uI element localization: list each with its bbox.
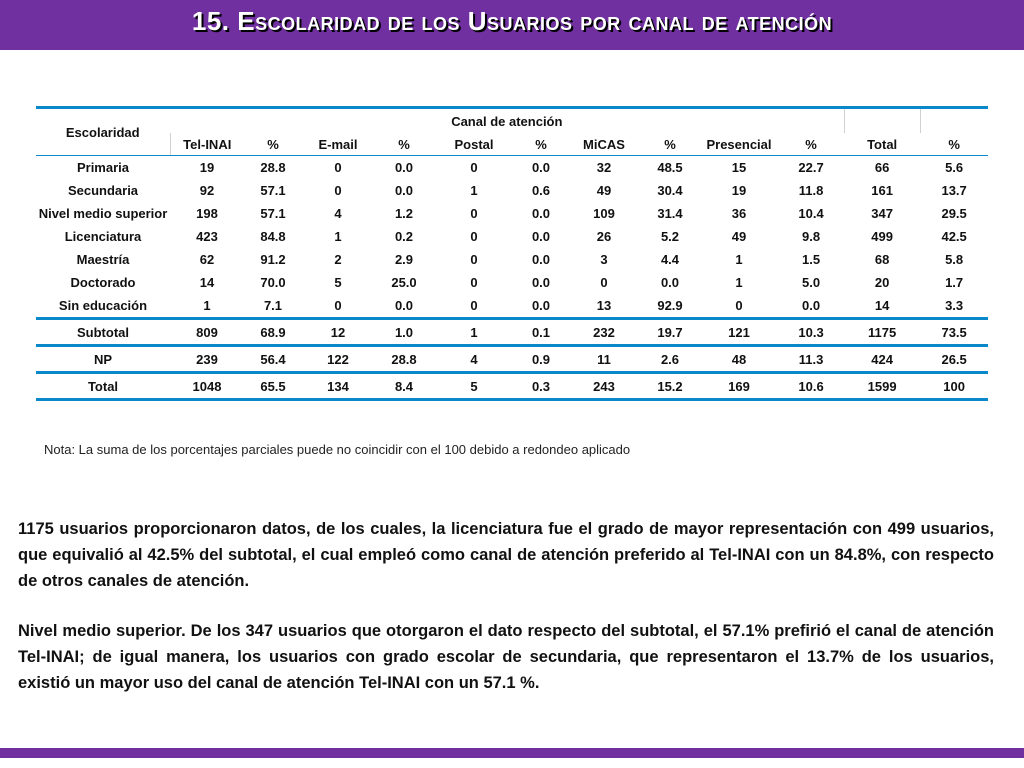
table-row xyxy=(36,248,988,271)
summary-row xyxy=(36,346,988,373)
table-cell: 2 xyxy=(334,252,342,267)
table-cell: 1048 xyxy=(170,373,244,400)
table-cell: 68.9 xyxy=(244,319,302,346)
table-cell: 92 xyxy=(199,183,215,198)
table-cell: 49 xyxy=(596,183,612,198)
table-cell: 25.0 xyxy=(391,275,417,290)
table-cell: 0.0 xyxy=(531,229,551,244)
table-cell: 0 xyxy=(302,294,374,319)
table-cell: 19 xyxy=(199,160,215,175)
summary-label: Subtotal xyxy=(36,319,170,346)
table-cell: 232 xyxy=(568,319,640,346)
summary-row xyxy=(36,319,988,346)
table-cell: 7.1 xyxy=(244,294,302,319)
column-header: Total xyxy=(844,133,920,156)
table-cell: 0.0 xyxy=(778,294,844,319)
table-cell: 4 xyxy=(434,346,514,373)
row-label: Nivel medio superior xyxy=(38,206,168,221)
table-cell: 5.2 xyxy=(660,229,680,244)
summary-label: Total xyxy=(36,373,170,400)
table-cell: 20 xyxy=(874,275,890,290)
table-row xyxy=(36,271,988,294)
table-cell: 30.4 xyxy=(657,183,683,198)
table-cell: 10.6 xyxy=(778,373,844,400)
row-label: Licenciatura xyxy=(64,229,142,244)
table-cell: 169 xyxy=(700,373,778,400)
table-cell: 3 xyxy=(600,252,608,267)
summary-label: NP xyxy=(36,346,170,373)
table-cell: 10.3 xyxy=(778,319,844,346)
table-body xyxy=(36,108,988,400)
table-cell: 11 xyxy=(568,346,640,373)
table-cell: 109 xyxy=(593,206,615,221)
column-header: % xyxy=(640,133,700,156)
table-cell: 49 xyxy=(731,229,747,244)
paragraph-1: 1175 usuarios proporcionaron datos, de los cuales, la licenciatura fue el grado de mayor representación con 499 usuarios, que equivalió al 42.5% del subtotal, el cual empleó como canal de atención preferido al Tel-INAI con un 84.8%, con respecto de otros canales de atención. xyxy=(18,520,994,590)
column-header: % xyxy=(374,133,434,156)
table-cell: 239 xyxy=(170,346,244,373)
table-cell: 10.4 xyxy=(798,206,824,221)
table-cell: 13.7 xyxy=(941,183,967,198)
table-cell: 1.2 xyxy=(394,206,414,221)
table-cell: 28.8 xyxy=(260,160,286,175)
table-cell: 42.5 xyxy=(941,229,967,244)
table-cell: 19 xyxy=(731,183,747,198)
table-cell: 122 xyxy=(302,346,374,373)
table-cell: 1 xyxy=(735,275,743,290)
table-cell: 5.6 xyxy=(945,160,964,175)
table-cell: 91.2 xyxy=(260,252,286,267)
column-header: Presencial xyxy=(700,133,778,156)
table-cell: 28.8 xyxy=(374,346,434,373)
table-cell: 1 xyxy=(434,319,514,346)
table-cell: 66 xyxy=(874,160,890,175)
table-cell: 0.0 xyxy=(374,294,434,319)
table-cell: 809 xyxy=(170,319,244,346)
table-cell: 8.4 xyxy=(374,373,434,400)
footer-bar xyxy=(0,748,1024,758)
empty-header-cell xyxy=(844,108,920,134)
table-cell: 29.5 xyxy=(941,206,967,221)
table-cell: 65.5 xyxy=(244,373,302,400)
table-cell: 5.0 xyxy=(802,275,821,290)
empty-header-cell xyxy=(920,108,988,134)
summary-row xyxy=(36,373,988,400)
table-cell: 134 xyxy=(302,373,374,400)
table-cell: 73.5 xyxy=(920,319,988,346)
table-cell: 3.3 xyxy=(920,294,988,319)
table-cell: 423 xyxy=(196,229,218,244)
table-cell: 0 xyxy=(700,294,778,319)
table-cell: 0.0 xyxy=(531,252,551,267)
table-row xyxy=(36,156,988,180)
table-row xyxy=(36,225,988,248)
table-cell: 22.7 xyxy=(798,160,824,175)
table-cell: 15 xyxy=(731,160,747,175)
table-cell: 14 xyxy=(199,275,215,290)
table-cell: 56.4 xyxy=(244,346,302,373)
table-cell: 0 xyxy=(470,275,478,290)
table-cell: 5 xyxy=(434,373,514,400)
table-cell: 11.3 xyxy=(778,346,844,373)
table-cell: 26 xyxy=(596,229,612,244)
table-cell: 4.4 xyxy=(660,252,680,267)
table-cell: 0.0 xyxy=(514,294,568,319)
table-cell: 0.0 xyxy=(660,275,680,290)
table-cell: 26.5 xyxy=(920,346,988,373)
table-cell: 1 xyxy=(470,183,478,198)
table-cell: 100 xyxy=(920,373,988,400)
table-cell: 0.2 xyxy=(394,229,414,244)
table-cell: 1 xyxy=(735,252,743,267)
table-cell: 31.4 xyxy=(657,206,683,221)
table-cell: 57.1 xyxy=(260,206,286,221)
table-cell: 0 xyxy=(334,183,342,198)
table-cell: 0 xyxy=(334,160,342,175)
table-cell: 1 xyxy=(170,294,244,319)
table-cell: 0.0 xyxy=(394,160,414,175)
table-cell: 11.8 xyxy=(798,183,824,198)
row-label: Doctorado xyxy=(70,275,136,290)
table-cell: 198 xyxy=(196,206,218,221)
table-cell: 48 xyxy=(700,346,778,373)
table-cell: 0.9 xyxy=(514,346,568,373)
table-cell: 70.0 xyxy=(260,275,286,290)
table-cell: 0.0 xyxy=(531,206,551,221)
row-label: Secundaria xyxy=(67,183,139,198)
table-note: Nota: La suma de los porcentajes parciales puede no coincidir con el 100 debido a redondeo aplicado xyxy=(44,442,631,457)
column-header: Tel-INAI xyxy=(170,133,244,156)
row-label: Maestría xyxy=(76,252,130,267)
page-title: 15. Escolaridad de los Usuarios por canal de atención xyxy=(191,6,833,36)
row-label: Sin educación xyxy=(36,294,170,319)
table-cell: 2.9 xyxy=(394,252,414,267)
table-cell: 0 xyxy=(470,229,478,244)
table-cell: 2.6 xyxy=(640,346,700,373)
table-cell: 1175 xyxy=(844,319,920,346)
table-row xyxy=(36,294,988,319)
table-cell: 0.6 xyxy=(531,183,551,198)
table-cell: 0.3 xyxy=(514,373,568,400)
table-cell: 0 xyxy=(470,206,478,221)
table-cell: 9.8 xyxy=(802,229,821,244)
table-cell: 13 xyxy=(568,294,640,319)
table-cell: 121 xyxy=(700,319,778,346)
table-cell: 0 xyxy=(470,252,478,267)
table-cell: 0 xyxy=(434,294,514,319)
table-cell: 0 xyxy=(470,160,478,175)
table-cell: 0.0 xyxy=(531,275,551,290)
table-cell: 57.1 xyxy=(260,183,286,198)
table-cell: 161 xyxy=(871,183,893,198)
table-cell: 32 xyxy=(596,160,612,175)
table-cell: 347 xyxy=(871,206,893,221)
corner-header: Escolaridad xyxy=(36,108,170,156)
table-cell: 12 xyxy=(302,319,374,346)
column-header: % xyxy=(920,133,988,156)
table-cell: 0.0 xyxy=(394,183,414,198)
column-header-row xyxy=(36,133,988,156)
table-cell: 62 xyxy=(199,252,215,267)
table-cell: 84.8 xyxy=(260,229,286,244)
table-cell: 1.0 xyxy=(374,319,434,346)
table-cell: 424 xyxy=(844,346,920,373)
column-header: % xyxy=(778,133,844,156)
table-cell: 19.7 xyxy=(640,319,700,346)
escolaridad-table xyxy=(36,106,988,401)
group-header: Canal de atención xyxy=(170,108,844,134)
table-cell: 4 xyxy=(334,206,342,221)
table-cell: 36 xyxy=(731,206,747,221)
table-row xyxy=(36,202,988,225)
table-cell: 14 xyxy=(844,294,920,319)
column-header: % xyxy=(514,133,568,156)
table-cell: 499 xyxy=(871,229,893,244)
column-header: Postal xyxy=(434,133,514,156)
table-cell: 0.0 xyxy=(531,160,551,175)
table-row xyxy=(36,179,988,202)
paragraph-2: Nivel medio superior. De los 347 usuarios que otorgaron el dato respecto del subtotal, el 57.1% prefirió el canal de atención Tel-INAI; de igual manera, los usuarios con grado escolar de secundaria, que representaron el 13.7% de los usuarios, existió un mayor uso del canal de atención Tel-INAI con un 57.1 %. xyxy=(18,622,994,692)
table-cell: 48.5 xyxy=(657,160,683,175)
table-cell: 1 xyxy=(334,229,342,244)
table-cell: 1599 xyxy=(844,373,920,400)
column-header: MiCAS xyxy=(568,133,640,156)
table-cell: 68 xyxy=(874,252,890,267)
table-cell: 243 xyxy=(568,373,640,400)
table-cell: 92.9 xyxy=(640,294,700,319)
table-cell: 5 xyxy=(334,275,342,290)
table-cell: 0 xyxy=(600,275,608,290)
table-cell: 1.7 xyxy=(945,275,964,290)
column-header: E-mail xyxy=(302,133,374,156)
column-header: % xyxy=(244,133,302,156)
table-cell: 0.1 xyxy=(514,319,568,346)
row-label: Primaria xyxy=(76,160,130,175)
table-cell: 15.2 xyxy=(640,373,700,400)
table-cell: 5.8 xyxy=(945,252,964,267)
table-cell: 1.5 xyxy=(802,252,821,267)
